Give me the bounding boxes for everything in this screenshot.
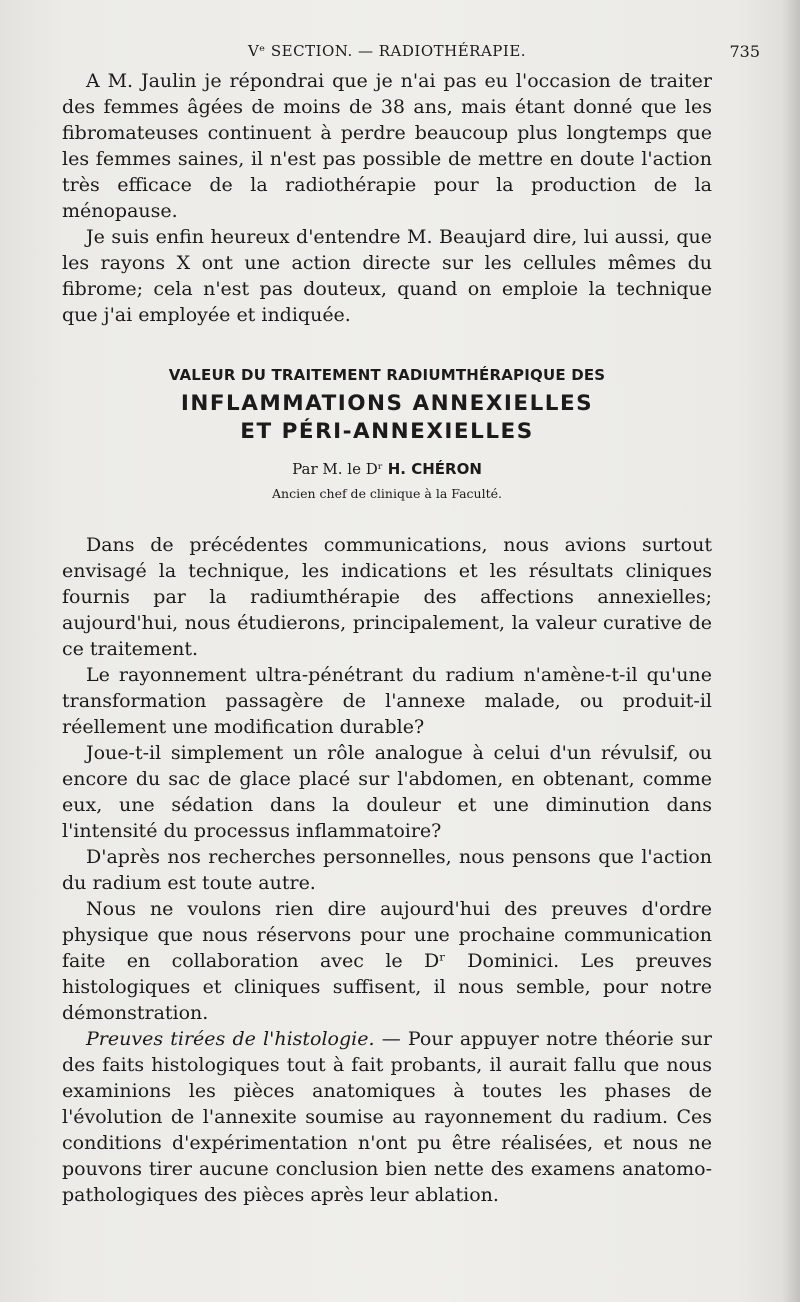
page-edge-shadow — [782, 0, 800, 1302]
author-name: H. CHÉRON — [387, 460, 482, 478]
paragraph: D'après nos recherches personnelles, nous pensons que l'action du radium est toute autre. — [62, 846, 712, 894]
paragraph — [62, 1026, 712, 1208]
paragraph: Dans de précédentes communications, nous avions surtout envisagé la technique, les indications et les résultats cliniques fournis par la radiumthérapie des affections annexielles; aujourd'hui, nous étudierons, principalement, la valeur curative de ce traitement. — [62, 534, 712, 660]
article-title-line2: INFLAMMATIONS ANNEXIELLES — [180, 391, 594, 416]
byline — [62, 460, 712, 478]
article-title-line1: VALEUR DU TRAITEMENT RADIUMTHÉRAPIQUE DES — [168, 366, 606, 384]
paragraph: Le rayonnement ultra-pénétrant du radium n'amène-t-il qu'une transformation passagère de l'annexe malade, ou produit-il réellement une modification durable? — [62, 664, 712, 738]
paragraph: Joue-t-il simplement un rôle analogue à celui d'un révulsif, ou encore du sac de glace placé sur l'abdomen, en obtenant, comme eux, une sédation dans la douleur et une diminution dans l'intensité du processus inflammatoire? — [62, 742, 712, 842]
running-head: Vᵉ SECTION. — RADIOTHÉRAPIE. — [247, 42, 527, 60]
article-body — [62, 532, 712, 1208]
article-title-line3: ET PÉRI-ANNEXIELLES — [240, 419, 534, 444]
paragraph: Nous ne voulons rien dire aujourd'hui des preuves d'ordre physique que nous réservons pour une prochaine communication faite en collaboration avec le Dʳ Dominici. Les preuves histologiques et cliniques suffisent, il nous semble, pour notre démonstration. — [62, 898, 712, 1024]
section-lead: Preuves tirées de l'histologie. — [86, 1028, 375, 1050]
article-title-main — [62, 390, 712, 446]
paragraph-text: — Pour appuyer notre théorie sur des faits histologiques tout à fait probants, il aurait fallu que nous examinions les pièces anatomiques à toutes les phases de l'évolution de l'annexite soumise au rayonnement du radium. Ces conditions d'expérimentation n'ont pu être réalisées, et nous ne pouvons tirer aucune conclusion bien nette des examens anatomo-pathologiques des pièces après leur ablation. — [62, 1028, 712, 1206]
paragraph: A M. Jaulin je répondrai que je n'ai pas eu l'occasion de traiter des femmes âgées de moins de 38 ans, mais étant donné que les fibromateuses continuent à perdre beaucoup plus longtemps que les femmes saines, il n'est pas possible de mettre en doute l'action très efficace de la radiothérapie pour la production de la ménopause. — [62, 70, 712, 222]
intro-text — [62, 68, 712, 328]
page-number: 735 — [729, 42, 760, 61]
paragraph: Je suis enfin heureux d'entendre M. Beaujard dire, lui aussi, que les rayons X ont une action directe sur les cellules mêmes du fibrome; cela n'est pas douteux, quand on emploie la technique que j'ai employée et indiquée. — [62, 226, 712, 326]
author-affiliation: Ancien chef de clinique à la Faculté. — [272, 486, 502, 501]
byline-prefix: Par M. le Dʳ — [292, 460, 383, 478]
